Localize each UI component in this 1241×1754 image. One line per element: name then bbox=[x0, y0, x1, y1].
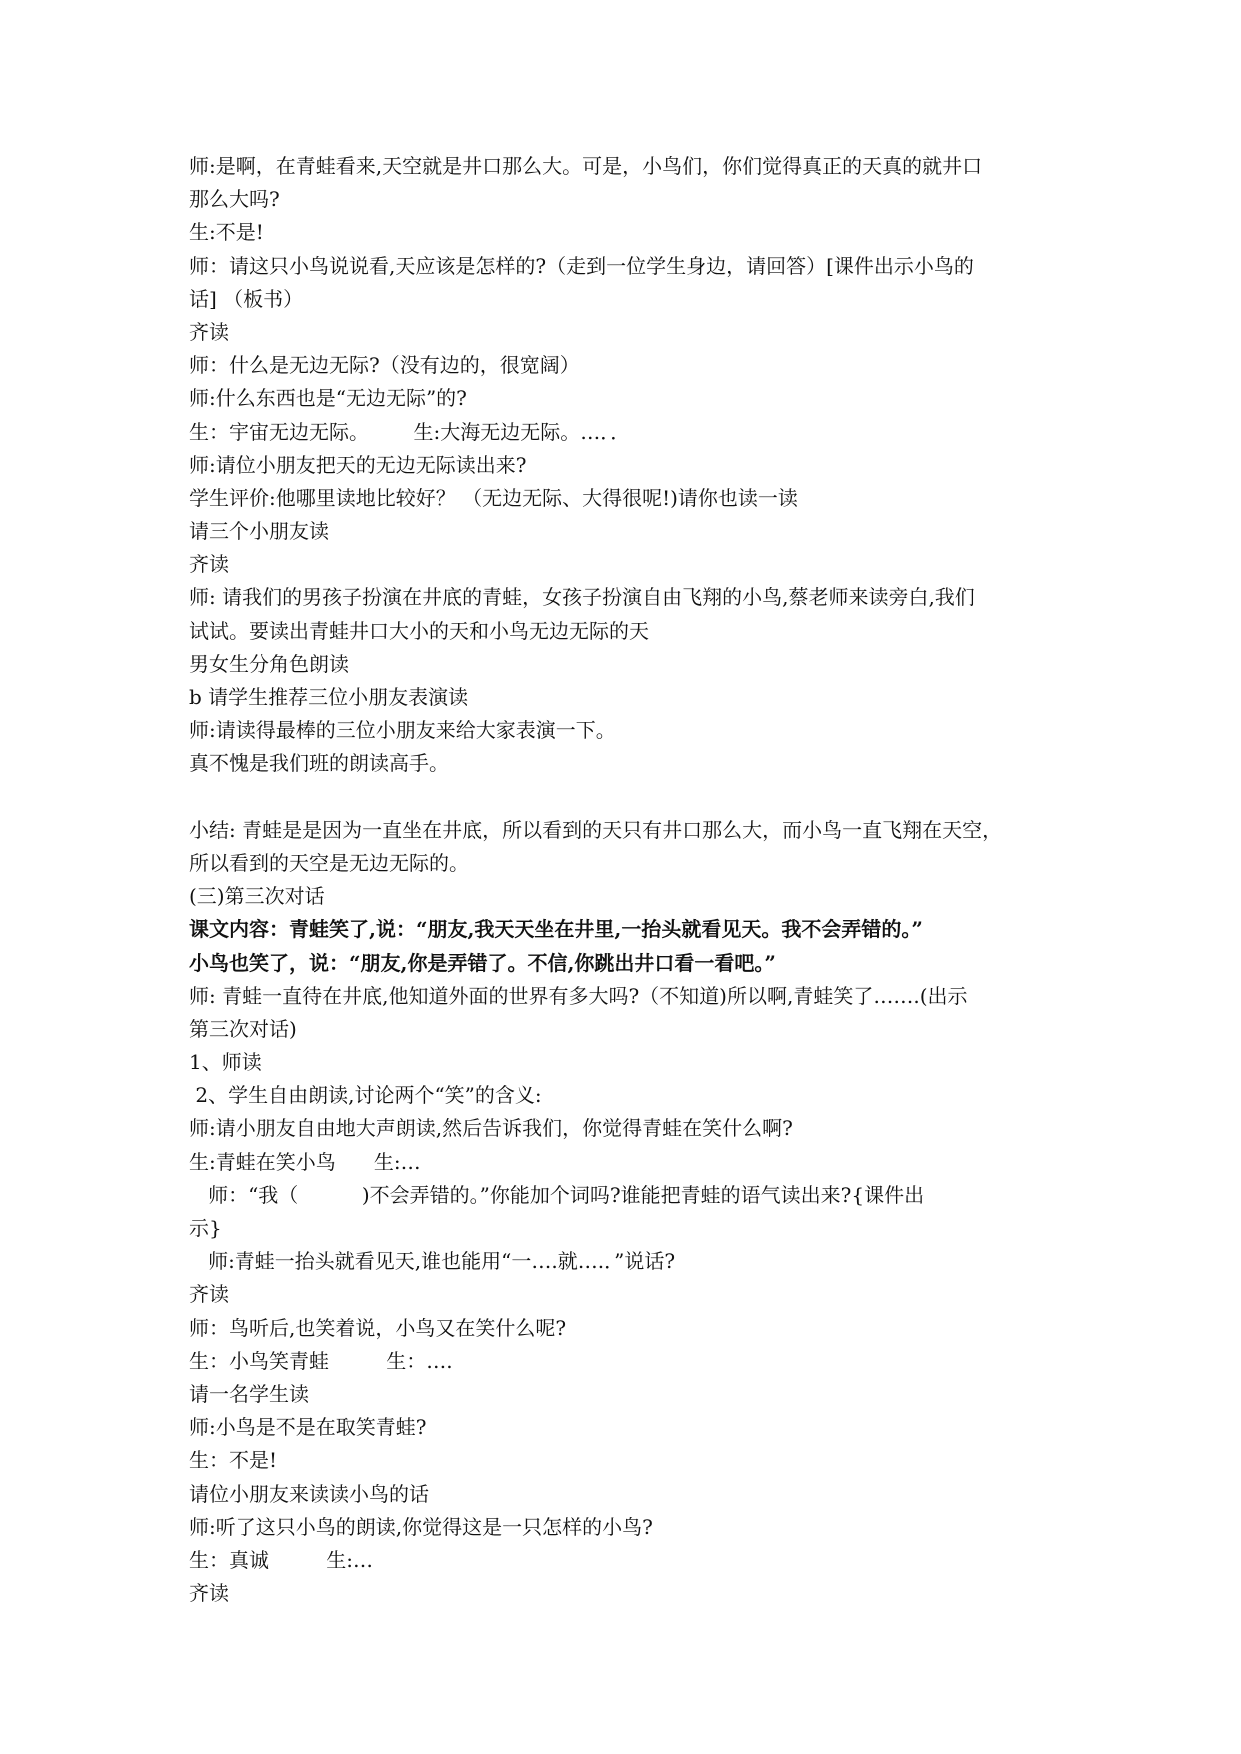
text-line: 师:请读得最棒的三位小朋友来给大家表演一下。 bbox=[189, 718, 616, 743]
text-line: 小鸟也笑了，说：“朋友,你是弄错了。不信,你跳出井口看一看吧。” bbox=[189, 950, 776, 975]
text-line: 齐读 bbox=[189, 319, 229, 344]
text-line: 小结: 青蛙是是因为一直坐在井底，所以看到的天只有井口那么大，而小鸟一直飞翔在天空， bbox=[189, 817, 1003, 842]
text-line: 那么大吗? bbox=[189, 187, 280, 212]
text-line: 请一名学生读 bbox=[189, 1381, 309, 1406]
text-line: 试试。要读出青蛙井口大小的天和小鸟无边无际的天 bbox=[189, 618, 649, 643]
text-line: 学生评价:他哪里读地比较好？ （无边无际、大得很呢!)请你也读一读 bbox=[189, 485, 798, 510]
text-line: 师: 青蛙一直待在井底,他知道外面的世界有多大吗?（不知道)所以啊,青蛙笑了…….(出示 bbox=[189, 983, 968, 1008]
text-line: 男女生分角色朗读 bbox=[189, 651, 349, 676]
text-line: 真不愧是我们班的朗读高手。 bbox=[189, 751, 449, 776]
text-line: 师:听了这只小鸟的朗读,你觉得这是一只怎样的小鸟? bbox=[189, 1514, 653, 1539]
text-line: 师:青蛙一抬头就看见天,谁也能用“一….就….．”说话? bbox=[189, 1249, 676, 1274]
document-body bbox=[189, 150, 1064, 1610]
text-line: 师:什么东西也是“无边无际”的? bbox=[189, 386, 467, 411]
text-line: 师:是啊，在青蛙看来,天空就是井口那么大。可是，小鸟们，你们觉得真正的天真的就井口 bbox=[189, 154, 983, 178]
text-line: 1、师读 bbox=[189, 1050, 262, 1075]
text-line: 师:请小朋友自由地大声朗读,然后告诉我们，你觉得青蛙在笑什么啊? bbox=[189, 1116, 793, 1141]
text-line: 请位小朋友来读读小鸟的话 bbox=[189, 1481, 429, 1506]
text-line: 师: 请我们的男孩子扮演在井底的青蛙，女孩子扮演自由飞翔的小鸟,蔡老师来读旁白,我们 bbox=[189, 585, 975, 610]
text-line: 课文内容：青蛙笑了,说：“朋友,我天天坐在井里,一抬头就看见天。我不会弄错的。” bbox=[189, 917, 923, 942]
text-line: b 请学生推荐三位小朋友表演读 bbox=[189, 685, 469, 709]
text-line: 所以看到的天空是无边无际的。 bbox=[189, 850, 469, 875]
text-line: 第三次对话) bbox=[189, 1016, 297, 1041]
text-line: 生：不是! bbox=[189, 1448, 278, 1473]
text-line: 齐读 bbox=[189, 552, 229, 577]
text-line: 齐读 bbox=[189, 1581, 229, 1606]
text-line: 生:青蛙在笑小鸟 生:… bbox=[189, 1149, 421, 1174]
text-line: 师：鸟听后,也笑着说，小鸟又在笑什么呢? bbox=[189, 1315, 567, 1340]
text-line: 请三个小朋友读 bbox=[189, 519, 329, 544]
text-line: 生：小鸟笑青蛙 生：…. bbox=[189, 1348, 453, 1373]
text-line: 师:请位小朋友把天的无边无际读出来? bbox=[189, 452, 527, 477]
text-line: 师：什么是无边无际?（没有边的，很宽阔） bbox=[189, 353, 580, 378]
text-line: 齐读 bbox=[189, 1282, 229, 1307]
text-line: 生：宇宙无边无际。 生:大海无边无际。…．． bbox=[189, 419, 631, 444]
text-line: 师：“我（ )不会弄错的。”你能加个词吗?谁能把青蛙的语气读出来?{课件出 bbox=[189, 1182, 925, 1207]
text-line: 生:不是! bbox=[189, 220, 264, 245]
paragraph-gap bbox=[189, 781, 1064, 814]
text-line: (三)第三次对话 bbox=[189, 884, 325, 909]
text-line: 师:小鸟是不是在取笑青蛙? bbox=[189, 1415, 427, 1440]
text-line: 2、学生自由朗读,讨论两个“笑”的含义: bbox=[189, 1083, 542, 1108]
text-line: 生：真诚 生:… bbox=[189, 1547, 373, 1572]
text-line: 话] （板书） bbox=[189, 286, 304, 311]
text-line: 示} bbox=[189, 1216, 222, 1240]
text-line: 师：请这只小鸟说说看,天应该是怎样的?（走到一位学生身边，请回答）[课件出示小鸟的 bbox=[189, 253, 974, 278]
